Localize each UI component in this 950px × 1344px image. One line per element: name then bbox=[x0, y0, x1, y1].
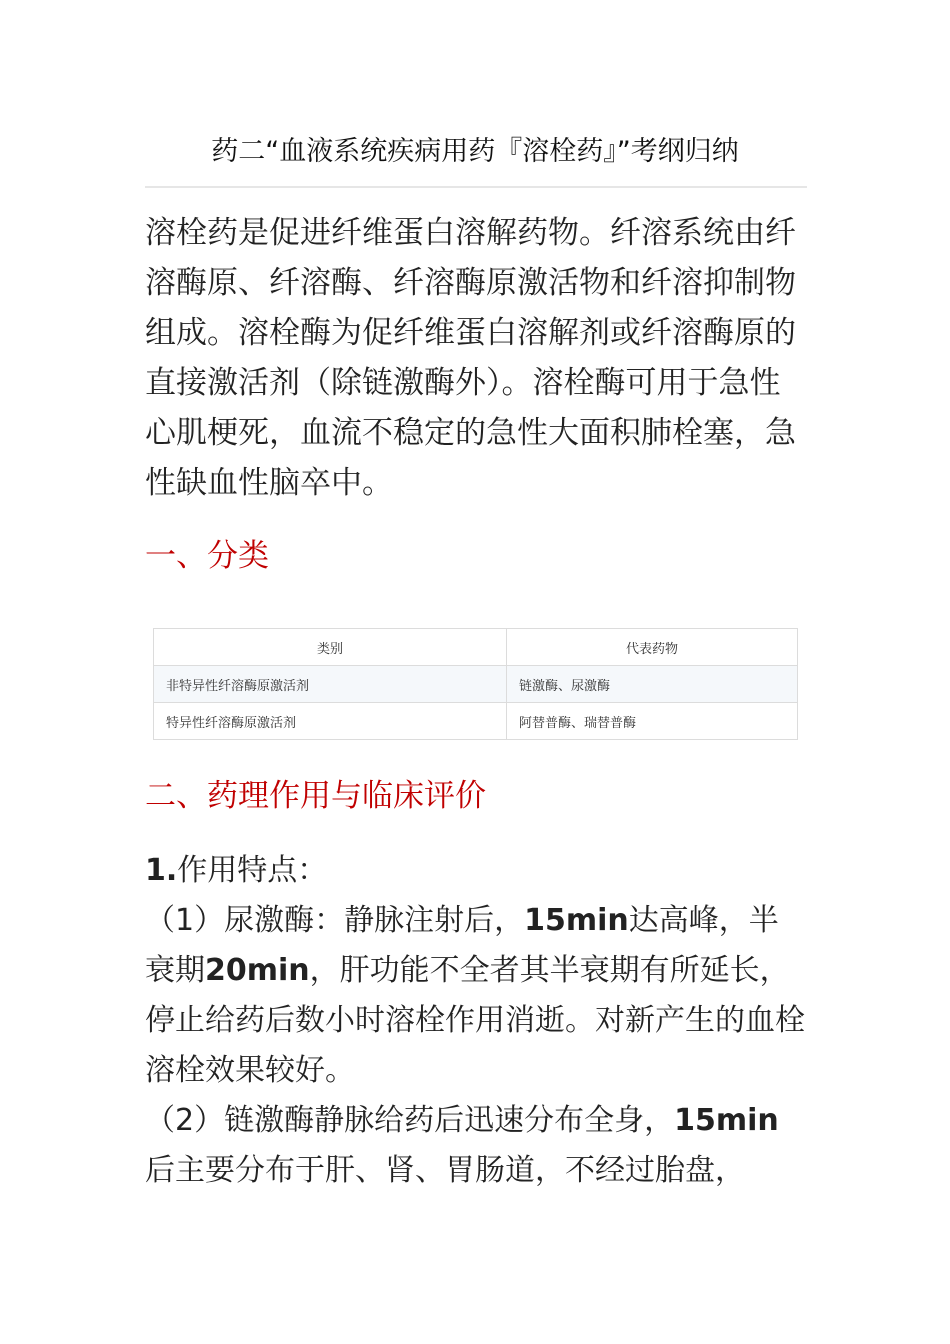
table-cell-category: 非特异性纤溶酶原激活剂 bbox=[154, 666, 507, 703]
subheading-text: 作用特点： bbox=[177, 853, 328, 888]
table-header-category: 类别 bbox=[154, 629, 507, 666]
text-run: （1）尿激酶：静脉注射后， bbox=[145, 903, 525, 938]
table-cell-category: 特异性纤溶酶原激活剂 bbox=[154, 703, 507, 740]
pharmacology-body bbox=[145, 846, 807, 1196]
table-header-row bbox=[154, 629, 798, 666]
paragraph-urokinase bbox=[145, 896, 807, 1096]
table-header-drugs: 代表药物 bbox=[507, 629, 798, 666]
table-cell-drugs: 阿替普酶、瑞替普酶 bbox=[507, 703, 798, 740]
table-row bbox=[154, 666, 798, 703]
intro-paragraph: 溶栓药是促进纤维蛋白溶解药物。纤溶系统由纤溶酶原、纤溶酶、纤溶酶原激活物和纤溶抑制物组成。溶栓酶为促纤维蛋白溶解剂或纤溶酶原的直接激活剂（除链激酶外）。溶栓酶可用于急性心肌梗死，血流不稳定的急性大面积肺栓塞，急性缺血性脑卒中。 bbox=[145, 215, 796, 501]
table-row bbox=[154, 703, 798, 740]
subheading-number: 1. bbox=[145, 853, 178, 888]
paragraph-streptokinase bbox=[145, 1096, 807, 1196]
document-title: 药二“血液系统疾病用药『溶栓药』”考纲归纳 bbox=[211, 136, 739, 167]
subheading-characteristics bbox=[145, 846, 807, 896]
text-run: 后主要分布于肝、肾、胃肠道，不经过胎盘， bbox=[145, 1153, 745, 1188]
bold-value: 20min bbox=[205, 953, 310, 988]
section-heading-pharmacology: 二、药理作用与临床评价 bbox=[145, 778, 486, 814]
bold-value: 15min bbox=[674, 1103, 779, 1138]
bold-value: 15min bbox=[524, 903, 629, 938]
section-heading-classification: 一、分类 bbox=[145, 538, 269, 574]
classification-table bbox=[153, 628, 798, 740]
text-run: 达高峰，半衰期 bbox=[145, 903, 779, 988]
title-divider bbox=[145, 186, 807, 188]
table-cell-drugs: 链激酶、尿激酶 bbox=[507, 666, 798, 703]
text-run: ，肝功能不全者其半衰期有所延长，停止给药后数小时溶栓作用消逝。对新产生的血栓溶栓效果较好。 bbox=[145, 953, 805, 1088]
text-run: （2）链激酶静脉给药后迅速分布全身， bbox=[145, 1103, 675, 1138]
